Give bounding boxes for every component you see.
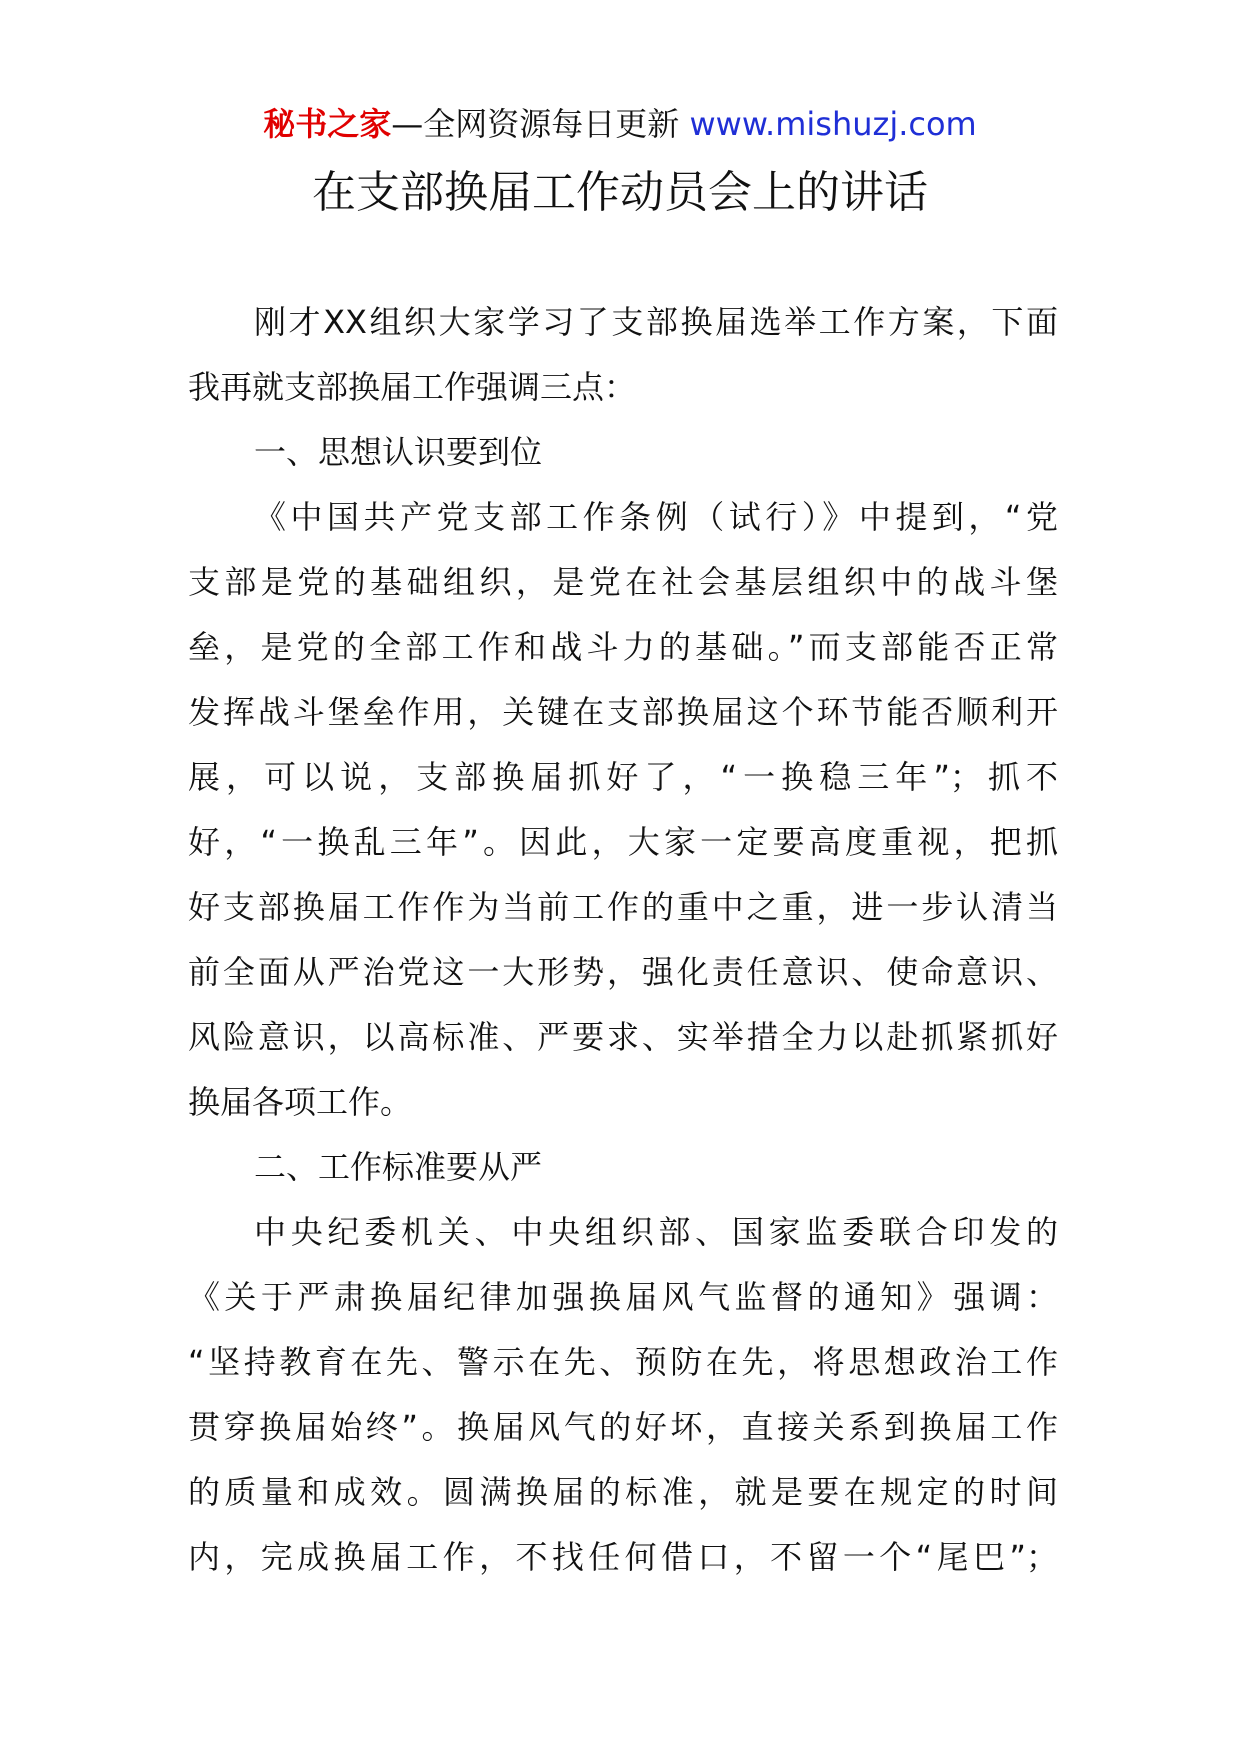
paragraph-line: 支部是党的基础组织，是党在社会基层组织中的战斗堡 xyxy=(188,563,1058,601)
banner-slogan: —全网资源每日更新 xyxy=(391,105,690,143)
paragraph-line: 贯穿换届始终”。换届风气的好坏，直接关系到换届工作 xyxy=(188,1408,1058,1446)
paragraph-line: 的质量和成效。圆满换届的标准，就是要在规定的时间 xyxy=(188,1473,1058,1511)
paragraph-line: 发挥战斗堡垒作用，关键在支部换届这个环节能否顺利开 xyxy=(188,693,1058,731)
paragraph-line: 换届各项工作。 xyxy=(188,1083,413,1121)
brand-name: 秘书之家 xyxy=(263,105,392,143)
paragraph-line: 展，可以说，支部换届抓好了，“一换稳三年”；抓不 xyxy=(188,758,1058,796)
paragraph-line: 好支部换届工作作为当前工作的重中之重，进一步认清当 xyxy=(188,888,1058,926)
website-link[interactable]: www.mishuzj.com xyxy=(689,105,977,143)
section-heading: 二、工作标准要从严 xyxy=(254,1148,543,1186)
paragraph-line: 前全面从严治党这一大形势，强化责任意识、使命意识、 xyxy=(188,953,1058,991)
paragraph-line: 风险意识，以高标准、严要求、实举措全力以赴抓紧抓好 xyxy=(188,1018,1058,1056)
document-body xyxy=(188,290,1058,1590)
paragraph-line: 《关于严肃换届纪律加强换届风气监督的通知》强调： xyxy=(188,1278,1058,1316)
paragraph-line: 刚才XX组织大家学习了支部换届选举工作方案，下面 xyxy=(254,303,1058,341)
section-heading: 一、思想认识要到位 xyxy=(254,433,543,471)
paragraph-line: “坚持教育在先、警示在先、预防在先，将思想政治工作 xyxy=(188,1343,1058,1381)
paragraph-line: 内，完成换届工作，不找任何借口，不留一个“尾巴”； xyxy=(188,1538,1058,1576)
paragraph-line: 垒，是党的全部工作和战斗力的基础。”而支部能否正常 xyxy=(188,628,1058,666)
paragraph-line: 中央纪委机关、中央组织部、国家监委联合印发的 xyxy=(254,1213,1058,1251)
header-banner xyxy=(0,100,1240,148)
paragraph-line: 《中国共产党支部工作条例（试行）》中提到，“党 xyxy=(254,498,1058,536)
paragraph-line: 我再就支部换届工作强调三点： xyxy=(188,368,637,406)
paragraph-line: 好，“一换乱三年”。因此，大家一定要高度重视，把抓 xyxy=(188,823,1058,861)
document-title: 在支部换届工作动员会上的讲话 xyxy=(312,167,928,218)
